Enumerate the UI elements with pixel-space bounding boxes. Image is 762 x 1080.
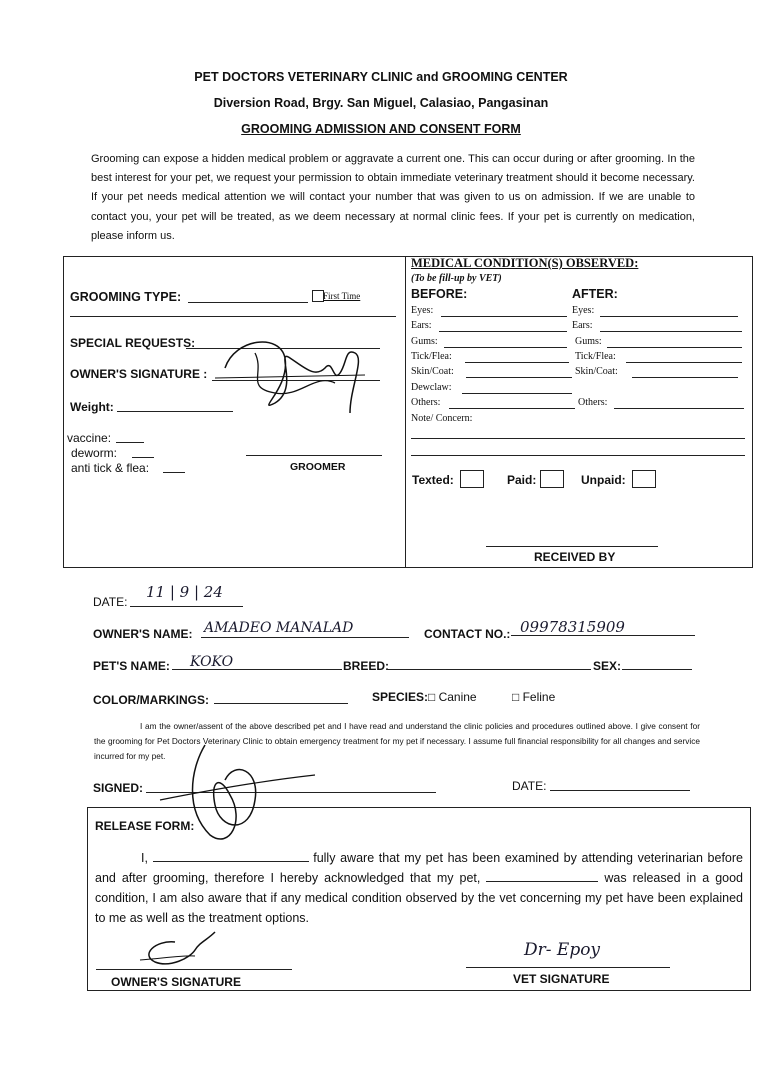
- pet-name-label: PET'S NAME:: [93, 659, 170, 673]
- consent-text: I am the owner/assent of the above described pet and I have read and understand the clinic policies and procedures outlined above. I give consent for the grooming for Pet Doctors Veterinary Clinic to obtain emergency treatment for my pet if necessary. I assume full financial responsibility for all changes and service incurred for my pet.: [94, 721, 700, 761]
- vet-signature-label: VET SIGNATURE: [513, 972, 610, 986]
- paid-checkbox[interactable]: [540, 470, 564, 488]
- consent-signature-scribble: [150, 740, 300, 850]
- after-ears-field[interactable]: [600, 331, 742, 332]
- texted-label: Texted:: [412, 473, 454, 487]
- pet-name-value: KOKO: [190, 654, 234, 670]
- first-time-label: First Time: [323, 291, 361, 301]
- before-skin-field[interactable]: [466, 377, 572, 378]
- before-others-label: Others:: [411, 397, 441, 408]
- grooming-type-label: GROOMING TYPE:: [70, 290, 182, 304]
- after-skin-field[interactable]: [632, 377, 738, 378]
- release-text-2: fully aware that my pet has been examined by attending veterinarian before and after grooming, therefore I hereby acknowledged that my pet,: [95, 851, 743, 885]
- after-ears-label: Ears:: [572, 320, 593, 331]
- owner-signature-label: OWNER'S SIGNATURE :: [70, 367, 208, 381]
- before-skin-label: Skin/Coat:: [411, 366, 454, 377]
- groomer-signature-line[interactable]: [246, 455, 382, 456]
- vaccine-label: vaccine:: [67, 431, 112, 445]
- anti-tick-field[interactable]: [163, 472, 185, 473]
- groomer-label: GROOMER: [290, 461, 346, 473]
- box-divider: [405, 256, 406, 567]
- after-tick-label: Tick/Flea:: [575, 351, 616, 362]
- anti-tick-label: anti tick & flea:: [71, 461, 150, 475]
- before-dewclaw-label: Dewclaw:: [411, 382, 452, 393]
- breed-field[interactable]: [387, 669, 591, 670]
- medical-subtitle: (To be fill-up by VET): [411, 273, 502, 284]
- release-owner-signature-scribble: [135, 930, 225, 980]
- date-value: 11 | 9 | 24: [146, 583, 223, 601]
- release-owner-signature-label: OWNER'S SIGNATURE: [111, 975, 241, 989]
- grooming-type-field[interactable]: [188, 302, 308, 303]
- texted-checkbox[interactable]: [460, 470, 484, 488]
- vet-handwriting: Dr- Epoy: [524, 940, 601, 960]
- after-others-label: Others:: [578, 397, 608, 408]
- after-eyes-label: Eyes:: [572, 305, 595, 316]
- color-field[interactable]: [214, 703, 348, 704]
- release-name-blank[interactable]: [153, 851, 309, 862]
- medical-title: MEDICAL CONDITION(S) OBSERVED:: [411, 256, 639, 270]
- before-dewclaw-field[interactable]: [462, 393, 572, 394]
- owner-signature-scribble: [215, 333, 375, 423]
- date-label: DATE:: [93, 595, 128, 609]
- species-label: SPECIES:: [372, 690, 429, 704]
- before-tick-label: Tick/Flea:: [411, 351, 452, 362]
- grooming-type-line-2: [70, 316, 396, 317]
- before-gums-label: Gums:: [411, 336, 438, 347]
- deworm-label: deworm:: [71, 446, 118, 460]
- consent-date-label: DATE:: [512, 779, 547, 793]
- color-label: COLOR/MARKINGS:: [93, 693, 209, 707]
- after-gums-field[interactable]: [607, 347, 742, 348]
- feline-option[interactable]: □ Feline: [512, 690, 556, 704]
- vet-signature-line[interactable]: [466, 967, 670, 968]
- contact-value: 09978315909: [520, 618, 625, 636]
- clinic-name: PET DOCTORS VETERINARY CLINIC and GROOMING CENTER: [194, 70, 568, 84]
- before-eyes-field[interactable]: [441, 316, 567, 317]
- before-tick-field[interactable]: [465, 362, 569, 363]
- owner-name-label: OWNER'S NAME:: [93, 627, 193, 641]
- note-label: Note/ Concern:: [411, 413, 473, 424]
- canine-option[interactable]: □ Canine: [428, 690, 477, 704]
- received-by-label: RECEIVED BY: [534, 550, 616, 564]
- before-gums-field[interactable]: [444, 347, 567, 348]
- special-requests-label: SPECIAL REQUESTS:: [70, 336, 196, 350]
- owner-name-field[interactable]: [201, 637, 409, 638]
- before-others-field[interactable]: [449, 408, 575, 409]
- release-text-3: was released in a good condition, I am also aware that if any medical condition observed by the vet concerning my pet have been explained to me as well as the treatment options.: [95, 871, 744, 925]
- after-label: AFTER:: [572, 287, 618, 301]
- unpaid-label: Unpaid:: [581, 473, 626, 487]
- note-line-2[interactable]: [411, 455, 745, 456]
- consent-date-field[interactable]: [550, 790, 690, 791]
- sex-label: SEX:: [593, 659, 622, 673]
- weight-label: Weight:: [70, 400, 114, 414]
- note-line-1[interactable]: [411, 438, 745, 439]
- contact-label: CONTACT NO.:: [424, 627, 511, 641]
- before-eyes-label: Eyes:: [411, 305, 434, 316]
- date-field[interactable]: [130, 606, 243, 607]
- after-gums-label: Gums:: [575, 336, 602, 347]
- after-others-field[interactable]: [614, 408, 744, 409]
- before-ears-field[interactable]: [439, 331, 567, 332]
- signed-label: SIGNED:: [93, 781, 144, 795]
- release-title: RELEASE FORM:: [95, 819, 195, 833]
- intro-paragraph: Grooming can expose a hidden medical problem or aggravate a current one. This can occur during or after grooming. In the best interest for your pet, we request your permission to obtain immediate veterinary treatment should it become necessary. If your pet needs medical attention we will contact your number that was given to us on admission. If we are unable to contact you, your pet will be treated, as we deem necessary at normal clinic fees. If your pet is currently on medication, please inform us.: [91, 153, 695, 242]
- sex-field[interactable]: [622, 669, 692, 670]
- received-by-line[interactable]: [486, 546, 658, 547]
- vaccine-field[interactable]: [116, 442, 144, 443]
- before-label: BEFORE:: [411, 287, 468, 301]
- after-tick-field[interactable]: [626, 362, 742, 363]
- release-paragraph: [95, 848, 743, 928]
- release-text-1: I,: [141, 851, 153, 865]
- owner-name-value: AMADEO MANALAD: [204, 620, 354, 636]
- paid-label: Paid:: [507, 473, 537, 487]
- after-skin-label: Skin/Coat:: [575, 366, 618, 377]
- breed-label: BREED:: [343, 659, 390, 673]
- release-pet-blank[interactable]: [486, 871, 598, 882]
- before-ears-label: Ears:: [411, 320, 432, 331]
- unpaid-checkbox[interactable]: [632, 470, 656, 488]
- after-eyes-field[interactable]: [600, 316, 738, 317]
- deworm-field[interactable]: [132, 457, 154, 458]
- clinic-address: Diversion Road, Brgy. San Miguel, Calasiao, Pangasinan: [213, 96, 549, 110]
- form-title: GROOMING ADMISSION AND CONSENT FORM: [241, 122, 521, 136]
